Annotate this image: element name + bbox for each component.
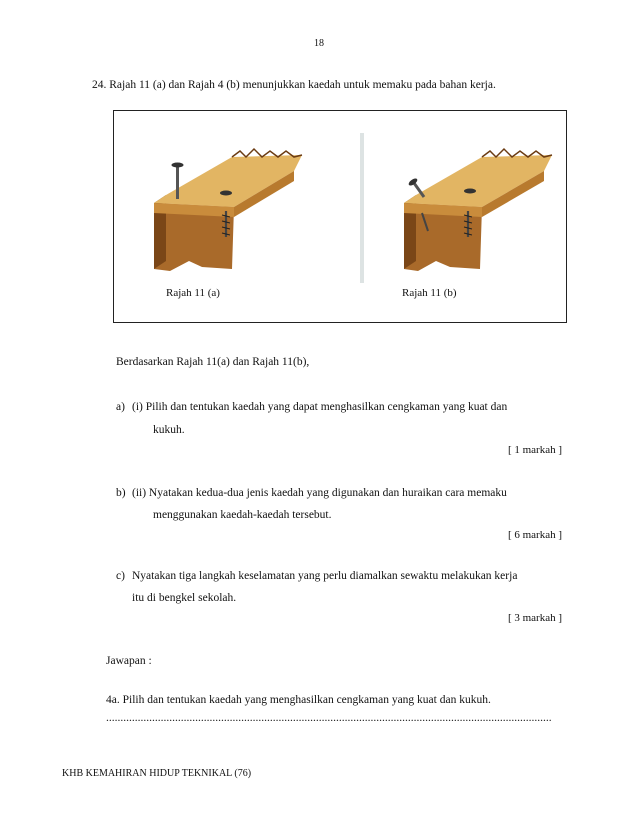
figure-box (113, 110, 567, 323)
footer: KHB KEMAHIRAN HIDUP TEKNIKAL (76) (62, 768, 252, 779)
part-a-marks: [ 1 markah ] (507, 444, 562, 456)
dotted-answer-line: ........................................................................................................................................................... (106, 712, 552, 724)
part-b-line2: menggunakan kaedah-kaedah tersebut. (153, 509, 332, 521)
page-number: 18 (314, 38, 324, 49)
answer-label: Jawapan : (106, 655, 152, 667)
wood-joint-angled-nailing (360, 133, 552, 283)
part-c-line2: itu di bengkel sekolah. (132, 592, 237, 604)
wood-joint-straight-nailing (154, 149, 302, 271)
part-c-marks: [ 3 markah ] (507, 612, 562, 624)
question-text: 24. Rajah 11 (a) dan Rajah 4 (b) menunjukkan kaedah untuk memaku pada bahan kerja. (92, 79, 496, 91)
part-a-line1: (i) Pilih dan tentukan kaedah yang dapat menghasilkan cengkaman yang kuat dan (132, 401, 508, 413)
figure-label-a: Rajah 11 (a) (166, 287, 220, 299)
part-b-label: b) (116, 487, 126, 499)
answer-line: 4a. Pilih dan tentukan kaedah yang menghasilkan cengkaman yang kuat dan kukuh. (106, 694, 491, 706)
part-b-marks: [ 6 markah ] (507, 529, 562, 541)
part-a-label: a) (116, 401, 125, 413)
part-c-line1: Nyatakan tiga langkah keselamatan yang perlu diamalkan sewaktu melakukan kerja (132, 570, 518, 582)
part-b-line1: (ii) Nyatakan kedua-dua jenis kaedah yang digunakan dan huraikan cara memaku (132, 487, 507, 499)
part-c-label: c) (116, 570, 125, 582)
part-a-line2: kukuh. (153, 424, 185, 436)
figure-label-b: Rajah 11 (b) (402, 287, 457, 299)
intro-text: Berdasarkan Rajah 11(a) dan Rajah 11(b), (116, 356, 310, 368)
